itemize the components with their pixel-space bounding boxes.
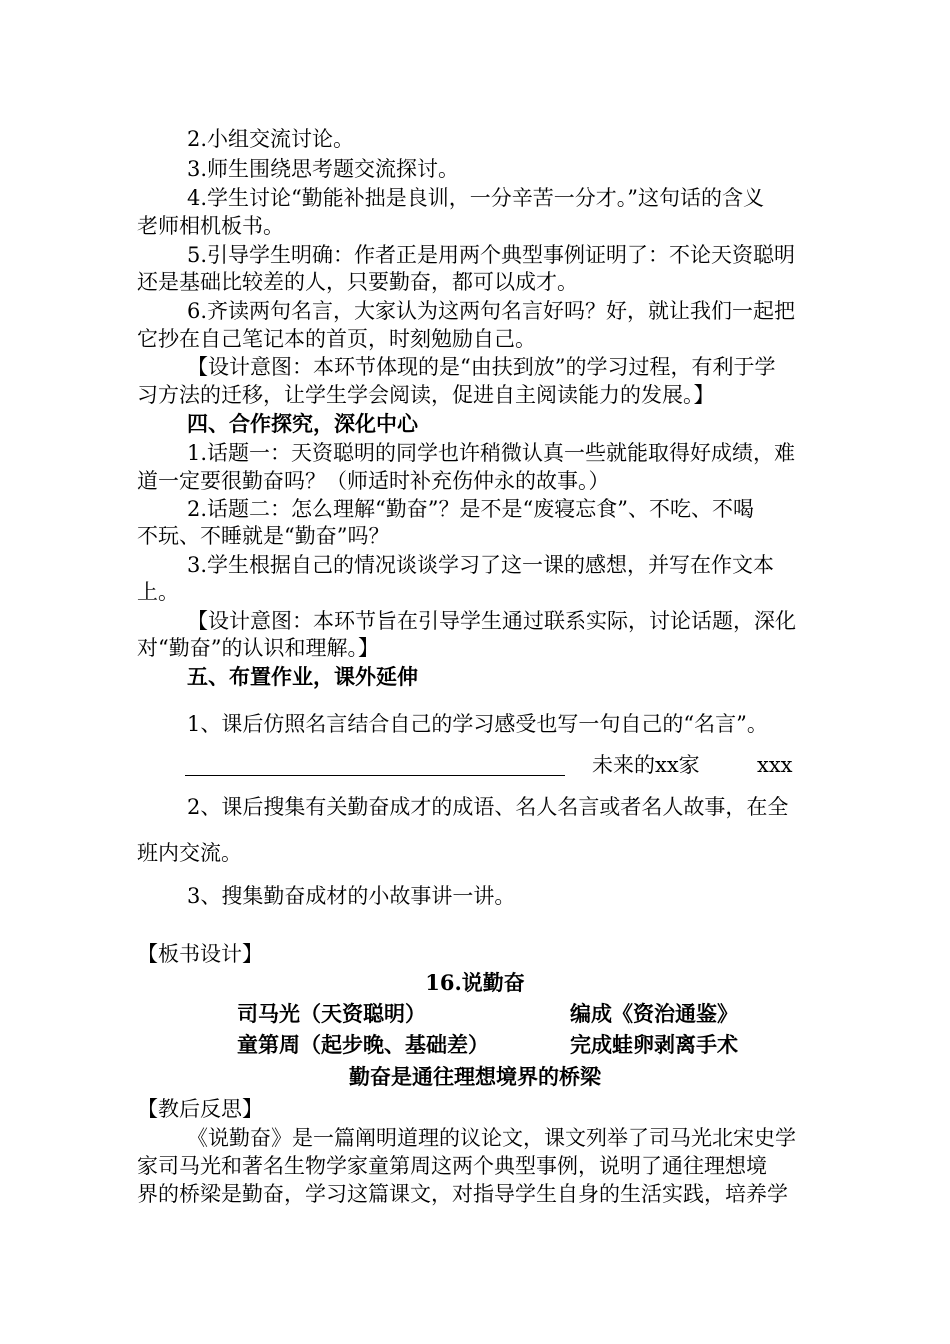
- board-row-left: 童第周（起步晚、基础差）: [237, 1032, 489, 1057]
- reflection-line: 家司马光和著名生物学家童第周这两个典型事例，说明了通往理想境: [137, 1154, 767, 1178]
- design-intent: 【设计意图：本环节体现的是“由扶到放”的学习过程，有利于学: [187, 355, 776, 379]
- board-row-right: 完成蛙卵剥离手术: [570, 1032, 738, 1057]
- text-line: 老师相机板书。: [137, 214, 284, 238]
- text-line: 4.学生讨论“勤能补拙是良训，一分辛苦一分才。”这句话的含义: [187, 186, 765, 210]
- design-intent: 【设计意图：本环节旨在引导学生通过联系实际，讨论话题，深化: [187, 609, 796, 633]
- signature: 未来的xx家: [592, 753, 700, 777]
- blank-underline: [185, 775, 565, 776]
- homework-item: 班内交流。: [137, 841, 242, 865]
- homework-item: 2、课后搜集有关勤奋成才的成语、名人名言或者名人故事，在全: [187, 795, 789, 819]
- homework-item: 1、课后仿照名言结合自己的学习感受也写一句自己的“名言”。: [187, 712, 768, 736]
- text-line: 3.学生根据自己的情况谈谈学习了这一课的感想，并写在作文本: [187, 553, 775, 577]
- text-line: 2.话题二：怎么理解“勤奋”？是不是“废寝忘食”、不吃、不喝: [187, 497, 754, 521]
- board-title: 16.说勤奋: [425, 970, 525, 995]
- section-heading: 五、布置作业，课外延伸: [187, 664, 418, 689]
- reflection-label: 【教后反思】: [137, 1097, 263, 1121]
- board-row-right: 编成《资治通鉴》: [570, 1001, 738, 1026]
- text-line: 3.师生围绕思考题交流探讨。: [187, 157, 460, 181]
- board-conclusion: 勤奋是通往理想境界的桥梁: [349, 1064, 601, 1089]
- section-heading: 四、合作探究，深化中心: [187, 411, 418, 436]
- board-row-left: 司马光（天资聪明）: [237, 1001, 426, 1026]
- signature-name: xxx: [757, 753, 793, 777]
- text-line: 2.小组交流讨论。: [187, 127, 355, 151]
- text-line: 还是基础比较差的人，只要勤奋，都可以成才。: [137, 270, 578, 294]
- text-line: 6.齐读两句名言，大家认为这两句名言好吗？好，就让我们一起把: [187, 299, 796, 323]
- design-intent: 对“勤奋”的认识和理解。】: [137, 636, 379, 660]
- board-label: 【板书设计】: [137, 942, 263, 966]
- text-line: 道一定要很勤奋吗？（师适时补充伤仲永的故事。）: [137, 469, 610, 493]
- text-line: 5.引导学生明确：作者正是用两个典型事例证明了：不论天资聪明: [187, 243, 796, 267]
- design-intent: 习方法的迁移，让学生学会阅读，促进自主阅读能力的发展。】: [137, 383, 715, 407]
- text-line: 它抄在自己笔记本的首页，时刻勉励自己。: [137, 327, 536, 351]
- reflection-line: 界的桥梁是勤奋，学习这篇课文，对指导学生自身的生活实践，培养学: [137, 1182, 788, 1206]
- homework-item: 3、搜集勤奋成材的小故事讲一讲。: [187, 884, 516, 908]
- text-line: 1.话题一：天资聪明的同学也许稍微认真一些就能取得好成绩，难: [187, 441, 796, 465]
- reflection-line: 《说勤奋》是一篇阐明道理的议论文，课文列举了司马光北宋史学: [187, 1126, 796, 1150]
- text-line: 上。: [137, 580, 179, 604]
- text-line: 不玩、不睡就是“勤奋”吗？: [137, 524, 390, 548]
